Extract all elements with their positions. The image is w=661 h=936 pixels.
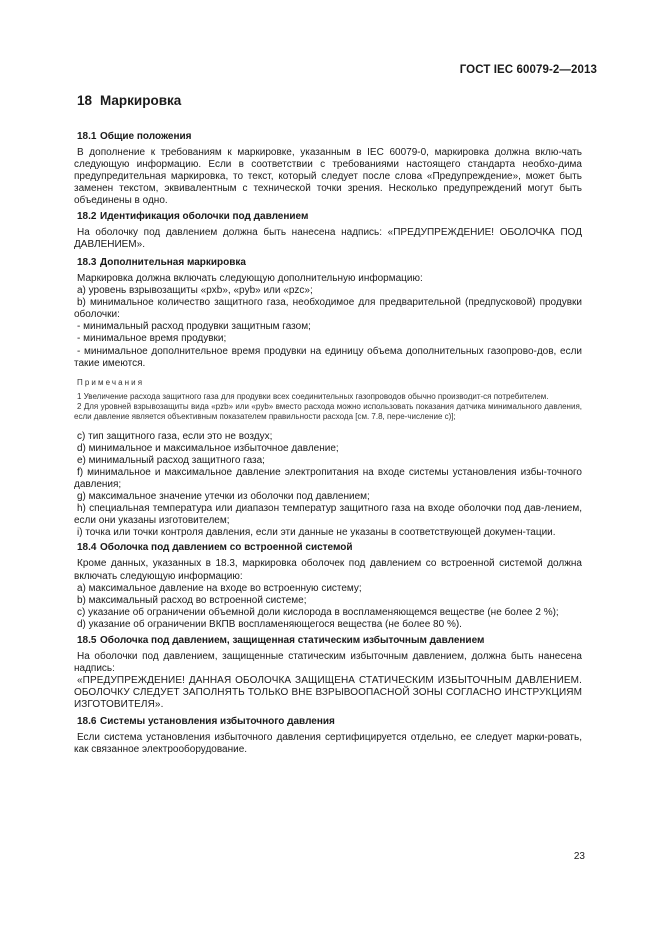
paragraph: На оболочки под давлением, защищенные статическим избыточным давлением, должна быть нанесена надпись: [74,651,582,675]
subsection-title: Дополнительная маркировка [100,256,246,268]
paragraph: Если система установления избыточного давления сертифицируется отдельно, ее следует марки-ровать, как связанное электрооборудование. [74,731,582,755]
subsection-heading-18-2 [77,211,582,223]
list-item: а) уровень взрывозащиты «pxb», «pyb» или «pzc»; [77,285,313,297]
subsection-number: 18.1 [77,131,97,142]
note-item: 2 Для уровней взрывозащиты вида «pzb» или «pyb» вместо расхода можно использовать показания датчика минимального давления, если давление является объективным показателем правильности расхода [см. 7.8, пере-числение с)]; [74,402,582,422]
list-item: а) максимальное давление на входе во встроенную систему; [77,582,362,594]
subsection-number: 18.6 [77,715,97,727]
subsection-number: 18.2 [77,210,97,222]
list-item: b) минимальное количество защитного газа, необходимое для предварительной (предпусковой) продувки оболочки: [74,297,582,321]
subsection-title: Идентификация оболочки под давлением [100,210,309,222]
note-item: 1 Увеличение расхода защитного газа для продувки всех соединительных газопроводов обычно производит-ся потребителем. [77,391,549,401]
subsection-heading-18-1 [77,131,582,143]
page-number: 23 [573,851,585,862]
list-item: е) минимальный расход защитного газа; [77,454,265,466]
list-item: i) точка или точки контроля давления, если эти данные не указаны в соответствующей докумен-тации. [77,527,556,539]
list-item: d) минимальное и максимальное избыточное давление; [77,442,339,454]
notes-block [74,378,582,423]
list-item: c) указание об ограничении объемной доли кислорода в воспламеняющемся веществе (не более 2 %); [77,606,559,618]
list-item: d) указание об ограничении ВКПВ воспламеняющегося вещества (не более 80 %). [77,618,462,630]
paragraph: В дополнение к требованиям к маркировке, указанным в IEC 60079-0, маркировка должна вклю-чать следующую информацию. Если в соответствии с требованиями настоящего стандарта необхо-дима предупредительная маркировка, то текст, который следует после слова «Предупреждение», может быть заменен текстом, эквивалентным с технической точки зрения. Несколько предупреждений могут быть объединены в одно. [74,147,582,207]
paragraph: Кроме данных, указанных в 18.3, маркировка оболочек под давлением со встроенной системой должна включать следующую информацию: [74,558,582,582]
list-item: c) тип защитного газа, если это не воздух; [77,430,273,442]
paragraph: Маркировка должна включать следующую дополнительную информацию: [77,272,423,284]
subsection-heading-18-4 [77,542,582,554]
subsection-number: 18.3 [77,256,97,268]
subsection-title: Оболочка под давлением со встроенной системой [100,542,353,554]
list-item: h) специальная температура или диапазон температур защитного газа на входе оболочки под дав-лением, если они указаны изготовителем; [74,503,582,527]
paragraph: На оболочку под давлением должна быть нанесена надпись: «ПРЕДУПРЕЖДЕНИЕ! ОБОЛОЧКА ПОД ДАВЛЕНИЕМ». [74,226,582,250]
notes-title: Примечания [77,377,145,387]
subsection-number: 18.4 [77,542,97,554]
list-item: f) минимальное и максимальное давление электропитания на входе системы установления избы-точного давления; [74,466,582,490]
subsection-title: Системы установления избыточного давления [100,715,335,727]
list-item: b) максимальный расход во встроенной системе; [77,594,307,606]
subsection-title: Общие положения [100,131,192,142]
section-heading [77,93,582,109]
section-title: Маркировка [100,93,182,108]
dash-item: - минимальное время продувки; [77,333,227,345]
subsection-heading-18-3 [77,257,582,269]
subsection-title: Оболочка под давлением, защищенная статическим избыточным давлением [100,635,485,646]
subsection-heading-18-6 [77,716,582,728]
subsection-number: 18.5 [77,635,97,646]
document-code: ГОСТ IEC 60079-2—2013 [459,64,597,76]
warning-text: «ПРЕДУПРЕЖДЕНИЕ! ДАННАЯ ОБОЛОЧКА ЗАЩИЩЕНА СТАТИЧЕСКИМ ИЗБЫТОЧНЫМ ДАВЛЕНИЕМ. ОБОЛОЧКУ СЛЕДУЕТ ЗАПОЛНЯТЬ ТОЛЬКО ВНЕ ВЗРЫВООПАСНОЙ ЗОНЫ СОГЛАСНО ИНСТРУКЦИЯМ ИЗГОТОВИТЕЛЯ». [74,675,582,711]
subsection-heading-18-5 [77,635,582,647]
page-body [74,93,582,756]
dash-item: - минимальный расход продувки защитным газом; [77,321,311,333]
section-number: 18 [77,93,93,108]
dash-item: - минимальное дополнительное время продувки на единицу объема дополнительных газопрово-дов, если такие имеются. [74,345,582,369]
list-item: g) максимальное значение утечки из оболочки под давлением; [77,490,370,502]
